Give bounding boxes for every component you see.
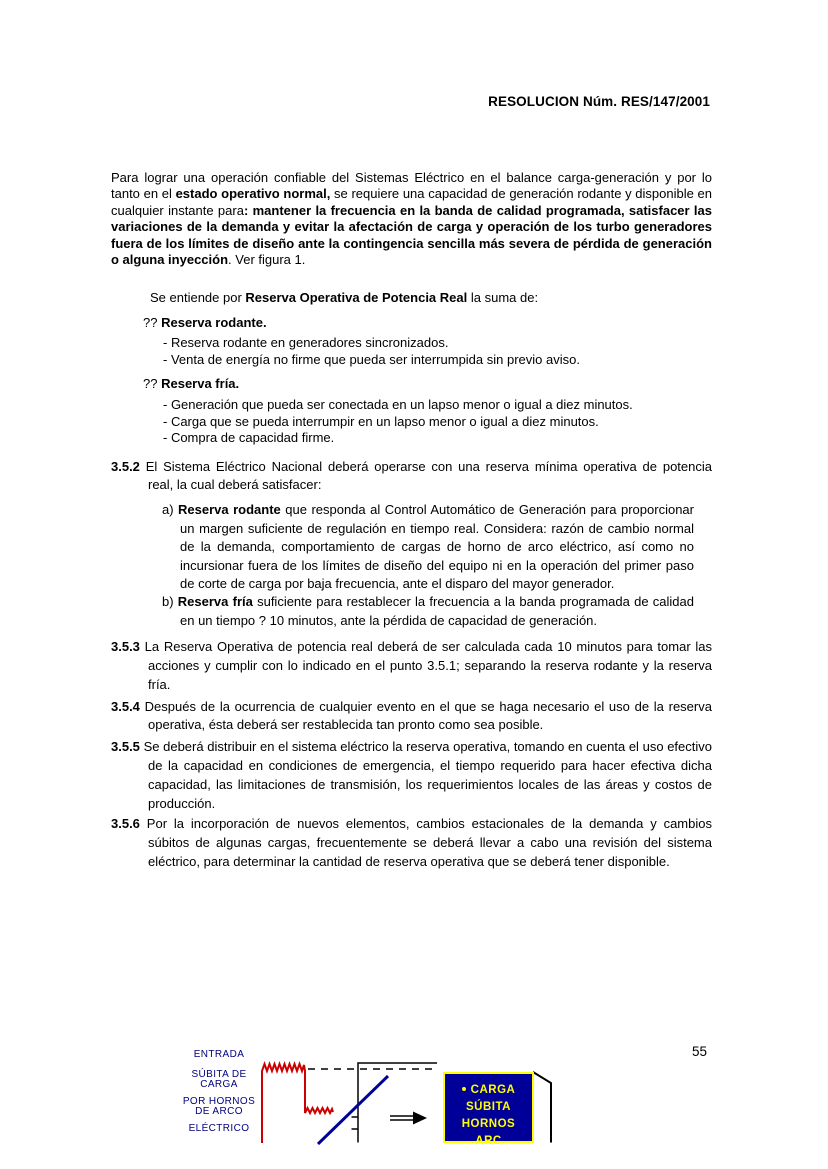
figure-label-line: ELÉCTRICO [188, 1122, 250, 1134]
figure-caption-labels [173, 1050, 265, 1134]
section-3-5-4 [111, 698, 712, 736]
document-header: RESOLUCION Núm. RES/147/2001 [488, 94, 710, 109]
subitem-marker: a) [162, 502, 174, 518]
legend-text: CARGA [470, 1084, 516, 1096]
subitem-a [162, 501, 694, 593]
fold-edge-line [533, 1072, 551, 1143]
bullet-title: Reserva fría. [161, 376, 240, 392]
list-item: - Reserva rodante en generadores sincronizados. [163, 335, 449, 351]
section-text: Se deberá distribuir en el sistema eléctrico la reserva operativa, tomando en cuenta el uso efectivo de la capacidad en condiciones de emergencia, el tiempo requerido para hacer efectiva dicha capacidad, las limitaciones de transmisión, los requerimientos locales de las áreas y costos de producción. [143, 739, 712, 811]
document-body [111, 168, 712, 872]
legend-line [445, 1082, 532, 1099]
section-number: 3.5.5 [111, 739, 140, 755]
bullet-item-list [111, 397, 712, 446]
subitem-text: Reserva fría suficiente para restablecer la frecuencia a la banda programada de calidad en un tiempo ? 10 minutos, ante la pérdida de capacidad de generación. [177, 594, 694, 628]
bullet-title: Reserva rodante. [161, 314, 267, 330]
section-number: 3.5.3 [111, 639, 140, 655]
arrow-head-icon [413, 1112, 427, 1125]
load-step-curve [262, 1064, 333, 1143]
bullet-dot-icon [462, 1087, 466, 1091]
section-3-5-6 [111, 815, 712, 871]
section-text: La Reserva Operativa de potencia real deberá de ser calculada cada 10 minutos para tomar las acciones y cumplir con lo indicado en el punto 3.5.1; separando la reserva rodante y la reserva fría. [144, 639, 712, 692]
figure-label-line: DE ARCO [195, 1106, 243, 1117]
bullet-group-reserva-rodante [111, 315, 712, 368]
section-text: Después de la ocurrencia de cualquier evento en el que se haga necesario el uso de la reserva operativa, ésta deberá ser restablecida tan pronto como sea posible. [144, 698, 712, 733]
list-item: - Generación que pueda ser conectada en un lapso menor o igual a diez minutos. [163, 397, 633, 413]
section-text: El Sistema Eléctrico Nacional deberá operarse con una reserva mínima operativa de potencia real, la cual deberá satisfacer: [145, 458, 712, 493]
section-paragraph [111, 458, 712, 496]
subitem-marker: b) [162, 594, 174, 610]
section-number: 3.5.4 [111, 698, 140, 714]
page-number: 55 [692, 1044, 708, 1059]
section-3-5-3 [111, 638, 712, 694]
section-number: 3.5.6 [111, 816, 140, 832]
figure-label-line: SÚBITA DE [191, 1068, 247, 1080]
section-text: Por la incorporación de nuevos elementos, cambios estacionales de la demanda y cambios súbitos de algunas cargas, frecuentemente se deberá llevar a cabo una revisión del sistema eléctrico, para determinar la cantidad de reserva operativa que se deberá tener disponible. [146, 816, 712, 869]
list-item: - Venta de energía no firme que pueda ser interrumpida sin previo aviso. [163, 351, 580, 367]
section-number: 3.5.2 [111, 458, 140, 474]
bullet-marker: ?? [143, 376, 158, 392]
bullet-group-reserva-fria [111, 376, 712, 447]
section-3-5-2 [111, 458, 712, 630]
figure-label-line: POR HORNOS [182, 1095, 256, 1107]
list-item: - Carga que se pueda interrumpir en un lapso menor o igual a diez minutos. [163, 413, 599, 429]
bullet-marker: ?? [143, 314, 158, 330]
subitem-b [162, 593, 694, 630]
bullet-heading [111, 376, 712, 392]
bullet-item-list [111, 335, 712, 368]
subitem-text: Reserva rodante que responda al Control Automático de Generación para proporcionar un margen suficiente de regulación en tiempo real. Considera: razón de cambio normal de la demanda, comportamiento de cargas de horno de arco eléctrico, así como no incursionar fuera de los límites de diseño del equipo ni en la operación del primer paso de corte de carga por baja frecuencia, ante el disparo del mayor generador. [178, 502, 694, 591]
bullet-heading [111, 315, 712, 331]
section-3-5-5 [111, 738, 712, 813]
figure-label-line: ENTRADA [193, 1049, 245, 1060]
intro-paragraph: Para lograr una operación confiable del Sistemas Eléctrico en el balance carga-generación y por lo tanto en el estado operativo normal, se requiere una capacidad de generación rodante y disponible en cualquier instante para: mantener la frecuencia en la banda de calidad programada, satisfacer las variaciones de la demanda y evitar la afectación de carga y operación de los turbo generadores fuera de los límites de diseño ante la contingencia sencilla más severa de pérdida de generación o alguna inyección. Ver figura 1. [111, 170, 713, 268]
figure-label-line: CARGA [200, 1079, 238, 1090]
legend-line: SÚBITA [466, 1101, 511, 1113]
legend-line: ARC [475, 1135, 502, 1147]
list-item: - Compra de capacidad firme. [163, 430, 335, 446]
reserve-definition-line: Se entiende por Reserva Operativa de Potencia Real la suma de: [150, 290, 539, 306]
figure-legend-box [443, 1072, 534, 1147]
legend-line: HORNOS [461, 1118, 516, 1130]
axes-frame [358, 1063, 437, 1143]
